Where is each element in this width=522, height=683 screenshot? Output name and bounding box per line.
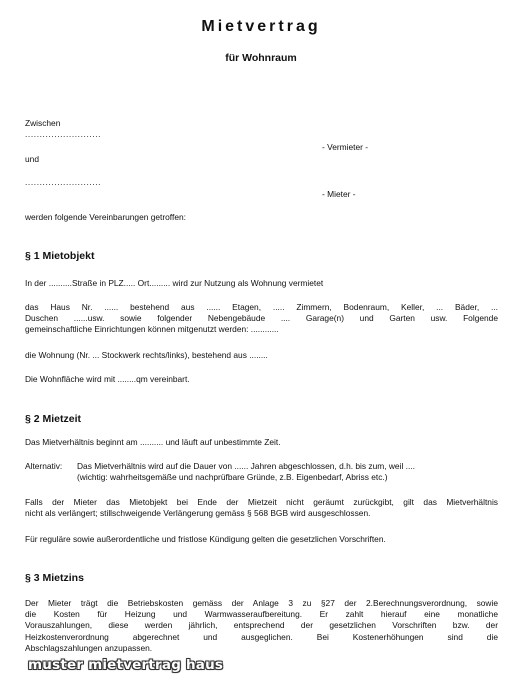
section-2-para-3-line-1: Falls der Mieter das Mietobjekt bei Ende der Mietzeit nicht geräumt zurückgibt, gilt das Mietverhältnis — [25, 497, 498, 507]
tenant-name-blank: .......................... — [25, 177, 102, 187]
section-2-alternative-label: Alternativ: — [25, 461, 63, 471]
section-2-alternative-line-1: Das Mietverhältnis wird auf die Dauer von ...... Jahren abgeschlossen, d.h. bis zum, weil .... — [77, 461, 415, 471]
tenant-label: - Mieter - — [322, 189, 356, 199]
section-1-heading: § 1 Mietobjekt — [25, 250, 95, 262]
section-3-para-1-line-5: Abschlagszahlungen anzupassen. — [25, 643, 153, 653]
section-1-line-3: die Wohnung (Nr. ... Stockwerk rechts/links), bestehend aus ........ — [25, 350, 268, 360]
section-1-para-2-line-3: gemeinschaftliche Einrichtungen können mitgenutzt werden: ............ — [25, 324, 279, 334]
document-subtitle: für Wohnraum — [225, 52, 297, 64]
section-2-heading: § 2 Mietzeit — [25, 413, 82, 425]
section-3-para-1-line-1: Der Mieter trägt die Betriebskosten gemäss der Anlage 3 zu §27 der 2.Berechnungsverordnung, sowie — [25, 598, 498, 608]
document-title: Mietvertrag — [201, 18, 321, 35]
section-3-para-1-line-4: Heizkostenverordnung abgerechnet und ausgeglichen. Bei Kostenerhöhungen sind die — [25, 632, 498, 642]
section-3-para-1-line-2: die Kosten für Heizung und Warmwasseraufbereitung. Er zahlt hierauf eine monatliche — [25, 609, 498, 619]
section-2-line-4: Für reguläre sowie außerordentliche und fristlose Kündigung gelten die gesetzlichen Vorschriften. — [25, 534, 386, 544]
landlord-label: - Vermieter - — [322, 142, 369, 152]
landlord-name-blank: .......................... — [25, 129, 102, 139]
section-3-heading: § 3 Mietzins — [25, 572, 84, 584]
section-3-para-1-line-3: Vorauszahlungen, diese werden jährlich, entsprechend der gesetzlichen Vorschriften bzw. der — [25, 620, 498, 630]
section-1-line-1: In der ..........Straße in PLZ..... Ort......... wird zur Nutzung als Wohnung vermietet — [25, 278, 324, 288]
section-2-alternative-line-2: (wichtig: wahrheitsgemäße und nachprüfbare Gründe, z.B. Eigenbedarf, Abriss etc.) — [77, 472, 388, 482]
between-label: Zwischen — [25, 118, 61, 128]
section-2-line-1: Das Mietverhältnis beginnt am .......... und läuft auf unbestimmte Zeit. — [25, 437, 281, 447]
and-label: und — [25, 154, 39, 164]
section-1-line-4: Die Wohnfläche wird mit ........qm vereinbart. — [25, 374, 190, 384]
section-1-para-2-line-2: Duschen ......usw. sowie folgender Nebengebäude .... Garage(n) und Garten usw. Folgende — [25, 313, 498, 323]
section-1-para-2-line-1: das Haus Nr. ...... bestehend aus ...... Etagen, ..... Zimmern, Bodenraum, Keller, ... Bäder, ... — [25, 302, 498, 312]
watermark-caption: muster mietvertrag haus — [28, 657, 224, 673]
agreement-line: werden folgende Vereinbarungen getroffen: — [25, 212, 186, 222]
section-2-para-3-line-2: nicht als verlängert; stillschweigende Verlängerung gemäss § 568 BGB wird ausgeschlossen. — [25, 508, 371, 518]
